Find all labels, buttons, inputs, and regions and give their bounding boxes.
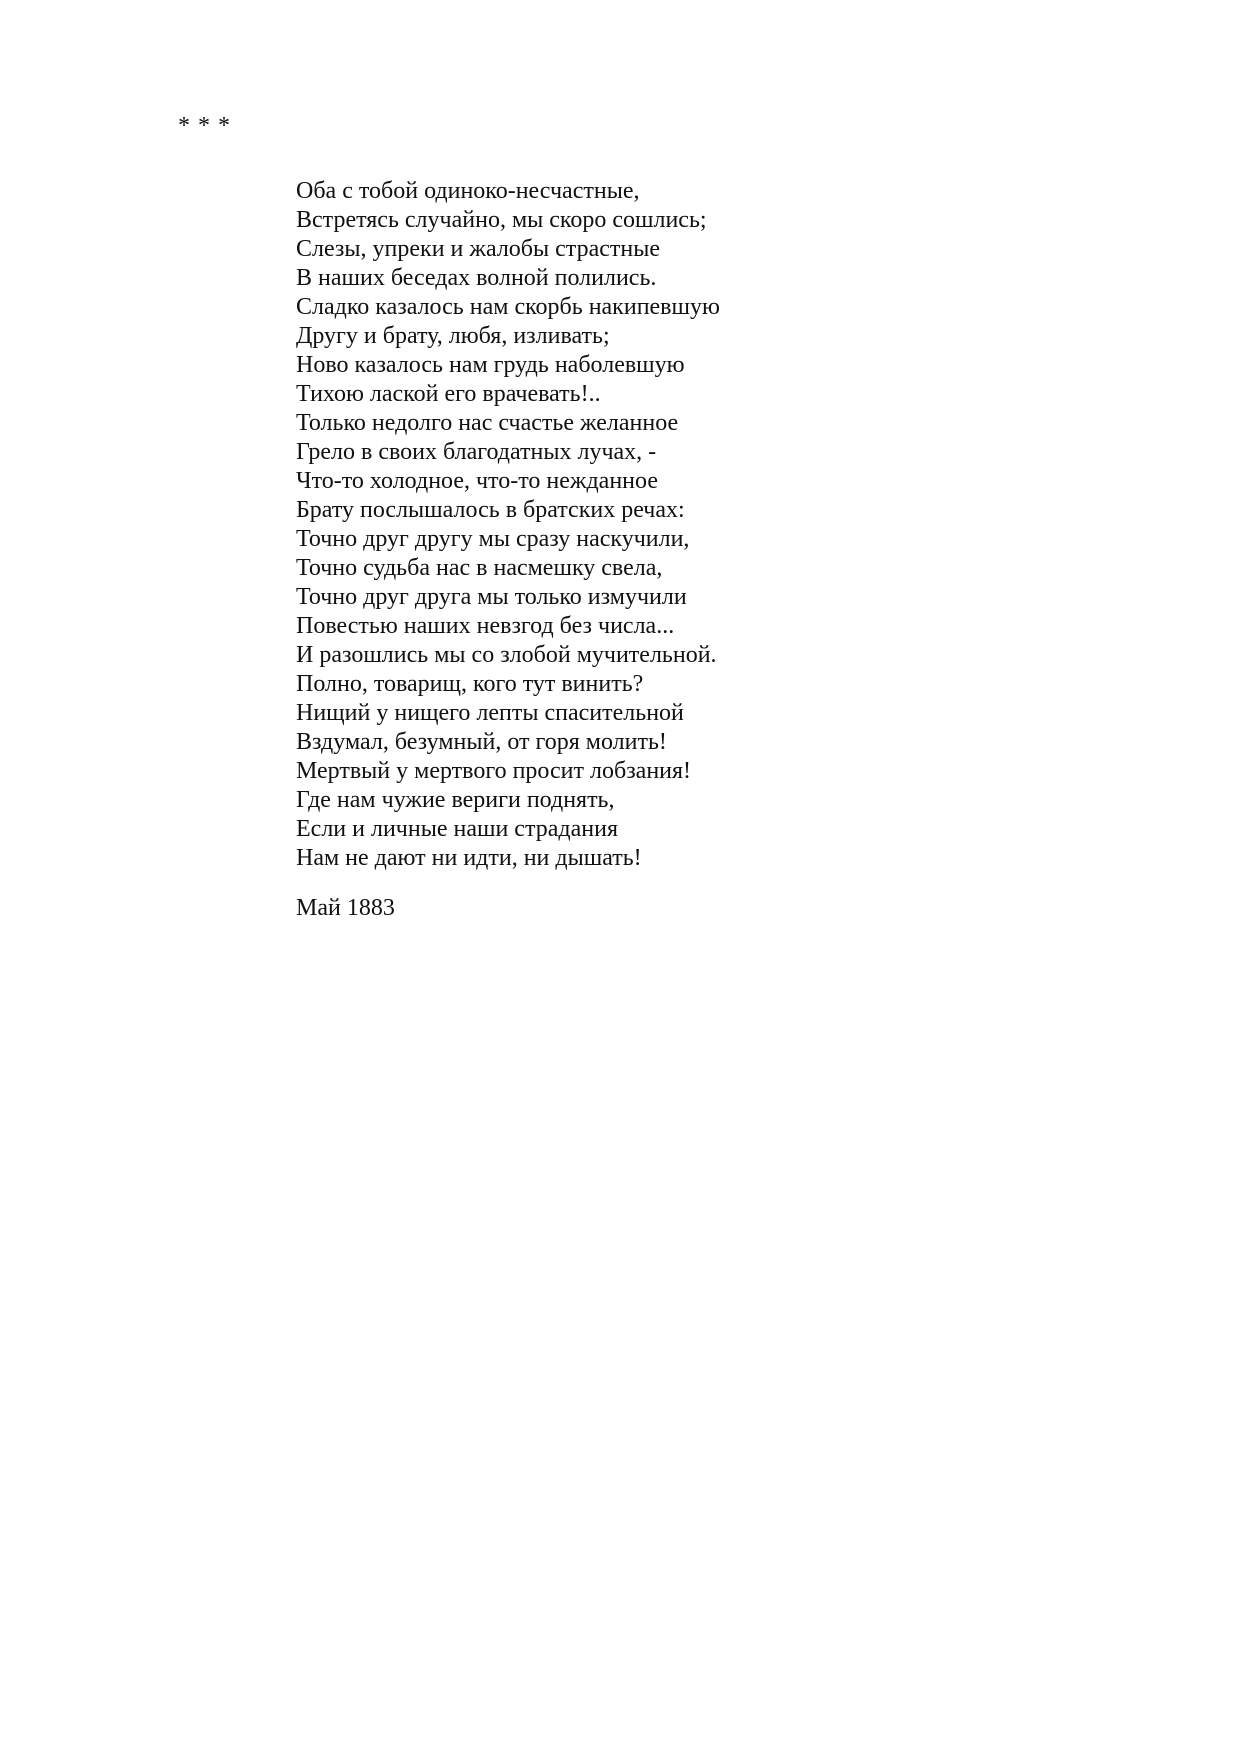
poem-line: Только недолго нас счастье желанное xyxy=(296,410,679,436)
poem-line: Точно друг друга мы только измучили xyxy=(296,584,687,610)
poem-line: Точно судьба нас в насмешку свела, xyxy=(296,555,663,581)
poem-line: Ново казалось нам грудь наболевшую xyxy=(296,352,685,378)
poem-line: Сладко казалось нам скорбь накипевшую xyxy=(296,294,720,320)
poem-line: Повестью наших невзгод без числа... xyxy=(296,613,675,639)
poem-line: И разошлись мы со злобой мучительной. xyxy=(296,642,717,668)
section-separator: * * * xyxy=(178,113,231,139)
poem-line: Грело в своих благодатных лучах, - xyxy=(296,439,657,465)
poem-line: Что-то холодное, что-то нежданное xyxy=(296,468,658,494)
poem-line: Тихою лаской его врачевать!.. xyxy=(296,381,601,407)
poem-line: Слезы, упреки и жалобы страстные xyxy=(296,236,660,262)
poem-line: Вздумал, безумный, от горя молить! xyxy=(296,729,667,755)
poem-line: Встретясь случайно, мы скоро сошлись; xyxy=(296,207,707,233)
poem-line: В наших беседах волной полились. xyxy=(296,265,657,291)
poem-line: Нищий у нищего лепты спасительной xyxy=(296,700,684,726)
poem-line: Точно друг другу мы сразу наскучили, xyxy=(296,526,690,552)
poem-body xyxy=(296,177,720,873)
poem-line: Нам не дают ни идти, ни дышать! xyxy=(296,845,642,871)
poem-line: Оба с тобой одиноко-несчастные, xyxy=(296,178,640,204)
poem-line: Полно, товарищ, кого тут винить? xyxy=(296,671,644,697)
poem-line: Другу и брату, любя, изливать; xyxy=(296,323,610,349)
poem-line: Брату послышалось в братских речах: xyxy=(296,497,685,523)
poem-line: Где нам чужие вериги поднять, xyxy=(296,787,615,813)
poem-date: Май 1883 xyxy=(296,895,395,921)
poem-line: Если и личные наши страдания xyxy=(296,816,618,842)
poem-line: Мертвый у мертвого просит лобзания! xyxy=(296,758,692,784)
